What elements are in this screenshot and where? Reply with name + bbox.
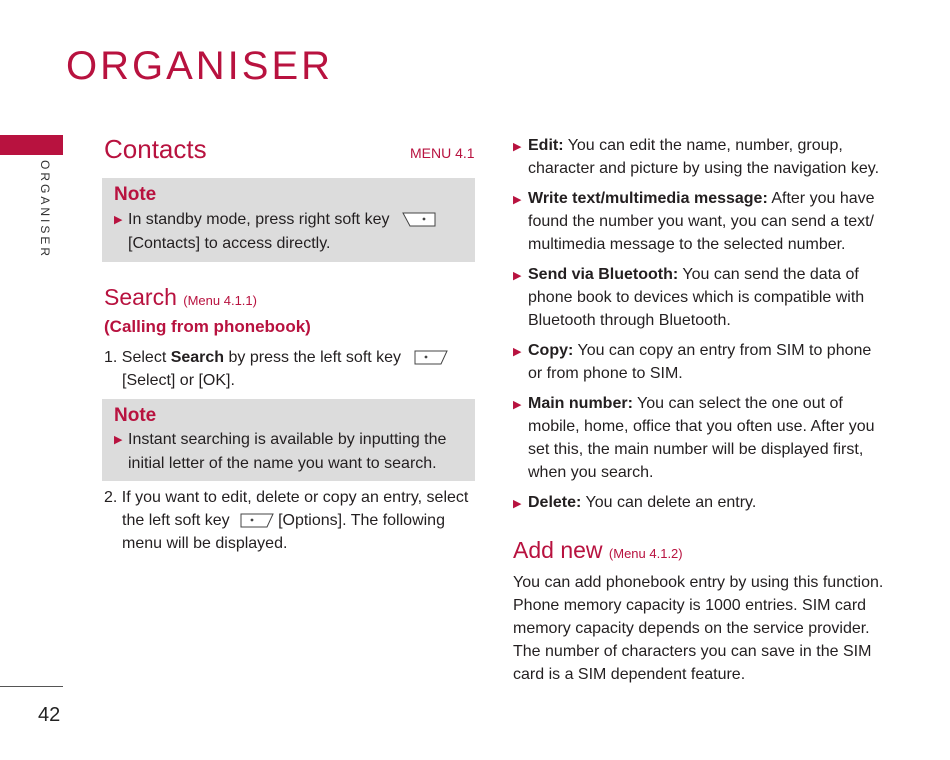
step-2: 2. If you want to edit, delete or copy an entry, select the left soft key [Options]. The following menu will be displayed. bbox=[104, 489, 469, 552]
option-item: ▶ Write text/multimedia message: After you have found the number you want, you can send a text/ multimedia message to the selected number. bbox=[513, 190, 875, 253]
section-heading-add-new: Add new (Menu 4.1.2) bbox=[513, 537, 683, 563]
option-item: ▶ Delete: You can delete an entry. bbox=[513, 491, 893, 514]
triangle-right-icon: ▶ bbox=[513, 498, 522, 510]
triangle-right-icon: ▶ bbox=[114, 214, 123, 226]
right-soft-key-icon bbox=[402, 211, 436, 227]
note-title: Note bbox=[114, 405, 157, 426]
option-item: ▶ Main number: You can select the one out of mobile, home, office that you often use. After you set this, the main number will be displayed first, when you search. bbox=[513, 395, 875, 481]
triangle-right-icon: ▶ bbox=[114, 434, 123, 446]
note-line: In standby mode, press right soft key bbox=[128, 211, 390, 228]
section-heading-contacts: Contacts bbox=[104, 134, 207, 164]
triangle-right-icon: ▶ bbox=[513, 194, 522, 206]
page-number: 42 bbox=[38, 704, 61, 726]
side-chapter-label: ORGANISER bbox=[38, 160, 52, 260]
chapter-tab-marker bbox=[0, 135, 63, 155]
option-item: ▶ Copy: You can copy an entry from SIM to phone or from phone to SIM. bbox=[513, 342, 872, 382]
note-line: Instant searching is available by inputting the bbox=[128, 431, 447, 448]
note-line: [Contacts] to access directly. bbox=[128, 235, 331, 252]
subheading-calling: (Calling from phonebook) bbox=[104, 317, 311, 336]
triangle-right-icon: ▶ bbox=[513, 270, 522, 282]
triangle-right-icon: ▶ bbox=[513, 141, 522, 153]
menu-code: MENU 4.1 bbox=[410, 145, 475, 161]
footer-rule bbox=[0, 686, 63, 687]
note-text bbox=[114, 428, 446, 475]
add-new-paragraph: You can add phonebook entry by using this function. Phone memory capacity is 1000 entries. SIM card memory capacity depends on the service provider. The number of characters you can save in the SIM card is a SIM dependent feature. bbox=[513, 574, 884, 683]
triangle-right-icon: ▶ bbox=[513, 346, 522, 358]
note-text bbox=[114, 208, 440, 255]
section-heading-search: Search (Menu 4.1.1) bbox=[104, 284, 257, 310]
note-box bbox=[102, 399, 475, 481]
chapter-title: ORGANISER bbox=[66, 44, 334, 88]
triangle-right-icon: ▶ bbox=[513, 399, 522, 411]
note-title: Note bbox=[114, 184, 157, 205]
option-item: ▶ Edit: You can edit the name, number, group, character and picture by using the navigation key. bbox=[513, 137, 880, 177]
left-soft-key-icon bbox=[240, 512, 274, 528]
step-1: 1. Select Search by press the left soft key [Select] or [OK]. bbox=[104, 346, 474, 392]
option-item: ▶ Send via Bluetooth: You can send the data of phone book to devices which is compatible with Bluetooth through Bluetooth. bbox=[513, 266, 865, 329]
left-soft-key-icon bbox=[414, 349, 448, 365]
note-line: initial letter of the name you want to search. bbox=[128, 455, 437, 472]
note-box bbox=[102, 178, 475, 262]
